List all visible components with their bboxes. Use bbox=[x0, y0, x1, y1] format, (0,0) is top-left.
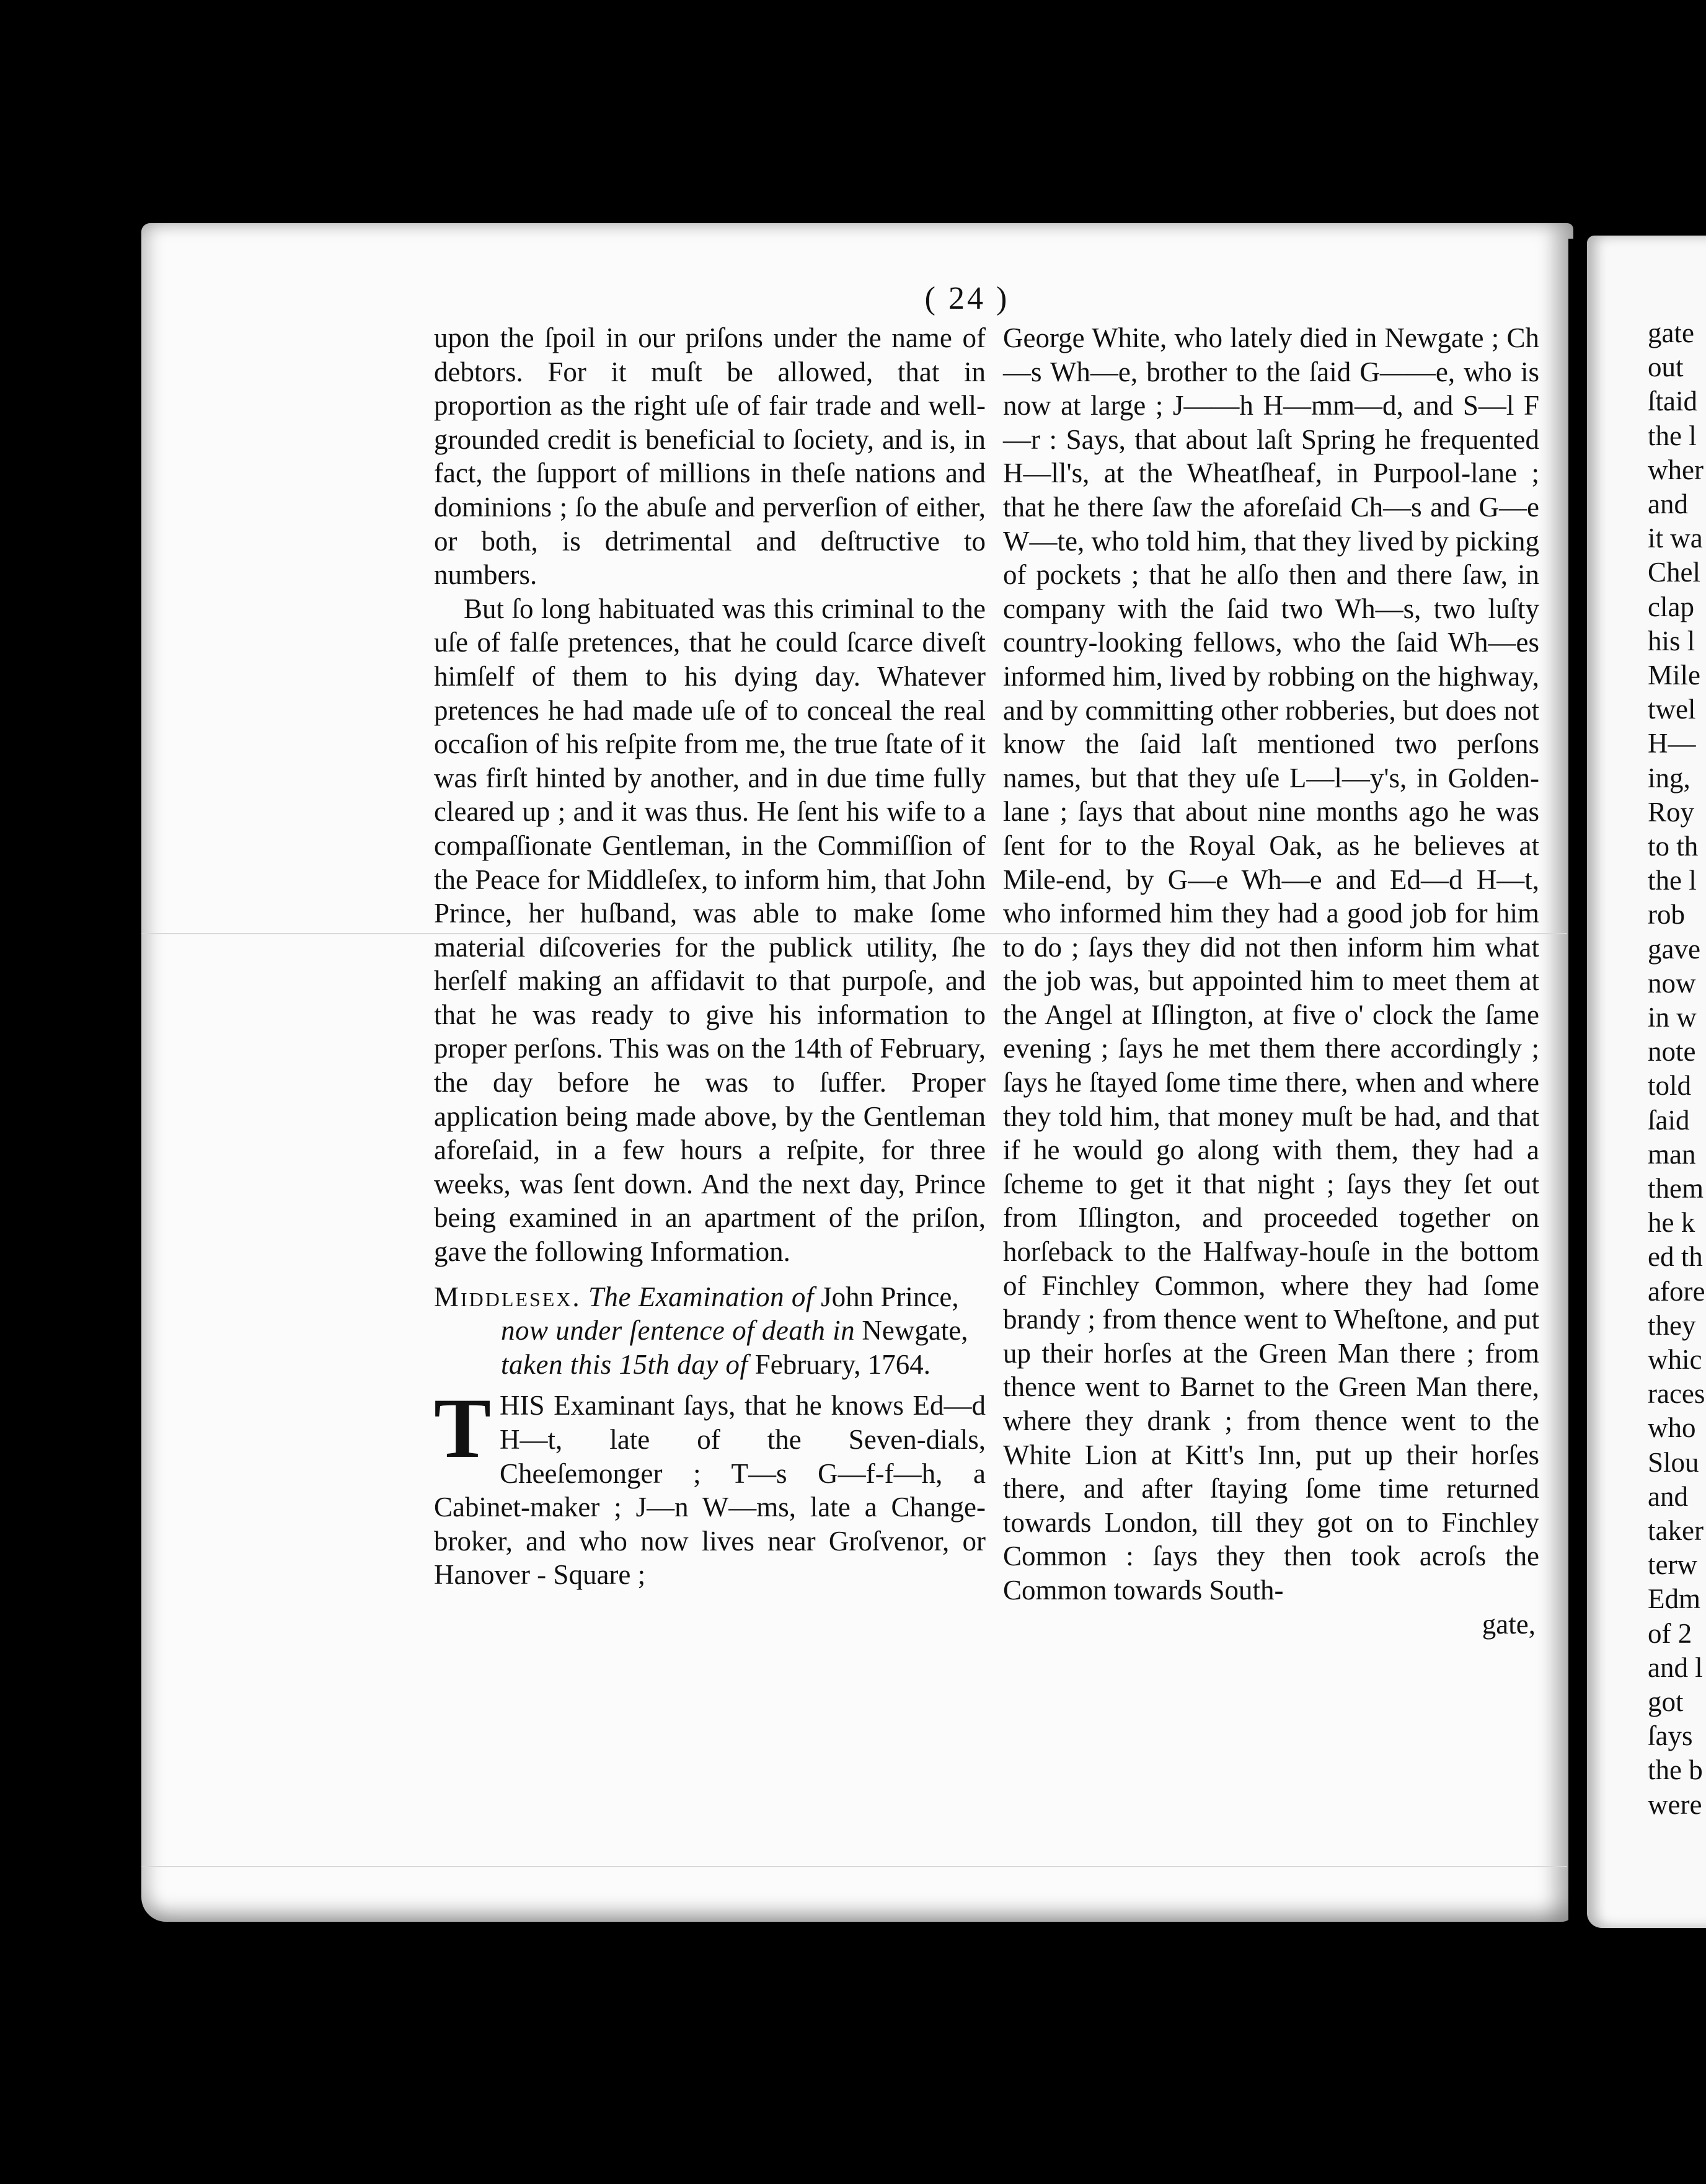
heading-name: John Prince, bbox=[821, 1281, 959, 1312]
next-page-fragment: his l bbox=[1648, 625, 1695, 657]
next-page-fragment: ſaid bbox=[1648, 1104, 1690, 1136]
next-page-fragment: of 2 bbox=[1648, 1617, 1692, 1649]
examination-heading bbox=[434, 1280, 986, 1382]
next-page-fragment: in w bbox=[1648, 1002, 1697, 1033]
next-page-fragment: who bbox=[1648, 1412, 1696, 1444]
next-page-fragment: Mile bbox=[1648, 660, 1700, 691]
next-page-fragment: Chel bbox=[1648, 557, 1700, 588]
next-page-fragment: clap bbox=[1648, 591, 1694, 622]
heading-place: Newgate, bbox=[862, 1315, 968, 1346]
next-page-fragment: man bbox=[1648, 1138, 1696, 1170]
next-page-fragment: ſtaid bbox=[1648, 386, 1697, 417]
next-page-fragment: twel bbox=[1648, 694, 1696, 725]
examination-paragraph bbox=[434, 1381, 986, 1592]
next-page-fragment: the l bbox=[1648, 865, 1697, 896]
next-page-fragment: the l bbox=[1648, 420, 1697, 451]
next-page-fragment: them bbox=[1648, 1173, 1704, 1204]
next-page-fragment: got bbox=[1648, 1686, 1684, 1717]
paragraph: But ſo long habituated was this criminal to the uſe of falſe pretences, that he could ſcarce diveſt himſelf of them to his dying day. Whatever pretences he had made uſe of to conceal the real occaſion of his reſpite from me, the true ſtate of it was firſt hinted by another, and in due time fully cleared up ; and it was thus. He ſent his wife to a compaſſionate Gentleman, in the Commiſſion of the Peace for Middleſex, to inform him, that John Prince, her huſband, was able to make ſome material diſcoveries for the publick utility, ſhe herſelf making an affidavit to that purpoſe, and that he was ready to give his information to proper perſons. This was on the 14th of February, the day before he was to ſuffer. Proper application being made above, by the Gentleman aforeſaid, in a few hours a reſpite, for three weeks, was ſent down. And the next day, Prince being examined in an apartment of the priſon, gave the following Information. bbox=[434, 593, 986, 1268]
next-page-fragment: taker bbox=[1648, 1515, 1704, 1546]
next-page-fragment: it wa bbox=[1648, 523, 1703, 554]
next-page-fragment: told bbox=[1648, 1070, 1692, 1102]
next-page-fragment: and l bbox=[1648, 1651, 1703, 1683]
heading-part: The Examination of bbox=[588, 1281, 814, 1312]
paragraph: George White, who lately died in Newgate ; Ch—s Wh—e, brother to the ſaid G——e, who is now at large ; J——h H—mm—d, and S—l F—r : Says, that about laſt Spring he frequented H—ll's, at the Wheatſheaf, in Purpool-lane ; that he there ſaw the aforeſaid Ch—s and G—e W—te, who told him, that they lived by picking of pockets ; that he alſo then and there ſaw, in company with the ſaid two Wh—s, two luſty country-looking fellows, who the ſaid Wh—es informed him, lived by robbing on the highway, and by committing other robberies, but does not know the ſaid laſt mentioned two perſons names, but that they uſe L—l—y's, in Golden-lane ; ſays that about nine months ago he was ſent for to the Royal Oak, as he believes at Mile-end, by G—e Wh—e and Ed—d H—t, who informed him they had a good job for him to do ; ſays they did not then inform him what the job was, but appointed him to meet them at the Angel at Iſlington, at five o' clock the ſame evening ; ſays he met them there accordingly ; ſays he ſtayed ſome time there, when and where they told him, that money muſt be had, and that if he would go along with them, they had a ſcheme to get it that night ; ſays they ſet out from Iſlington, and proceeded together on horſeback to the Halfway-houſe in the bottom of Finchley Common, where they had ſome brandy ; from thence went to Wheſtone, and put up their horſes at the Green Man there ; from thence went to Barnet to the Green Man there, where they drank ; from thence went to the White Lion at Kitt's Inn, put up their horſes there, and after ſtaying ſome time returned towards London, till they got on to Finchley Common : ſays they then took acroſs the Common towards South- bbox=[1003, 322, 1539, 1606]
next-page-fragment: ſays bbox=[1648, 1720, 1693, 1752]
next-page-fragment: now bbox=[1648, 967, 1696, 999]
right-column bbox=[1003, 321, 1539, 1641]
next-page-fragment: and bbox=[1648, 1480, 1688, 1512]
next-page-fragment: rob bbox=[1648, 899, 1685, 931]
next-page-fragment: gate bbox=[1648, 317, 1694, 348]
drop-cap: T bbox=[434, 1381, 492, 1476]
next-page-fragment: and bbox=[1648, 489, 1688, 519]
heading-part: now under ſentence of death in bbox=[501, 1315, 855, 1346]
next-page-fragment: ing, bbox=[1648, 762, 1691, 794]
next-page-fragment: whic bbox=[1648, 1344, 1702, 1375]
next-page-fragment: the b bbox=[1648, 1754, 1703, 1786]
next-page-fragment: wher bbox=[1648, 454, 1704, 485]
next-page-fragment: gave bbox=[1648, 933, 1700, 965]
next-page-fragment: they bbox=[1648, 1309, 1696, 1341]
scan-line bbox=[141, 1866, 1567, 1867]
next-page-fragment: note bbox=[1648, 1036, 1696, 1068]
next-page-fragment: were bbox=[1648, 1788, 1702, 1820]
next-page-fragment: out bbox=[1648, 351, 1684, 383]
next-page-fragment: to th bbox=[1648, 831, 1699, 862]
next-page-fragment: Edm bbox=[1648, 1583, 1700, 1615]
heading-part: taken this 15th day of bbox=[501, 1348, 748, 1380]
paragraph: upon the ſpoil in our priſons under the name of debtors. For it muſt be allowed, that in proportion as the right uſe of fair trade and well-grounded credit is beneficial to ſociety, and is, in fact, the ſupport of millions in theſe nations and dominions ; ſo the abuſe and perverſion of either, or both, is detrimental and deſtructive to numbers. bbox=[434, 322, 986, 591]
heading-date: February, 1764. bbox=[754, 1348, 930, 1380]
page-gutter bbox=[1568, 239, 1588, 1925]
next-page-fragment: Slou bbox=[1648, 1446, 1699, 1478]
next-page-fragment: ed th bbox=[1648, 1241, 1703, 1273]
next-page-fragment: H— bbox=[1648, 728, 1696, 759]
next-page-fragment: terw bbox=[1648, 1549, 1697, 1581]
examination-text: HIS Examinant ſays, that he knows Ed—d H—t, late of the Seven-dials, Cheeſemonger ; T—s G—f-f—h, a Cabinet-maker ; J—n W—ms, late a Change-broker, and who now lives near Groſvenor, or Hanover - Square ; bbox=[434, 1390, 986, 1591]
left-column bbox=[434, 321, 986, 1592]
page-number: ( 24 ) bbox=[924, 281, 1010, 316]
catchword: gate, bbox=[1482, 1608, 1536, 1640]
next-page-fragment: afore bbox=[1648, 1275, 1705, 1307]
next-page-fragment: Roy bbox=[1648, 796, 1695, 828]
next-page-fragment: he k bbox=[1648, 1207, 1695, 1239]
next-page-fragment: races bbox=[1648, 1378, 1705, 1410]
heading-county: Middlesex. bbox=[434, 1281, 581, 1312]
